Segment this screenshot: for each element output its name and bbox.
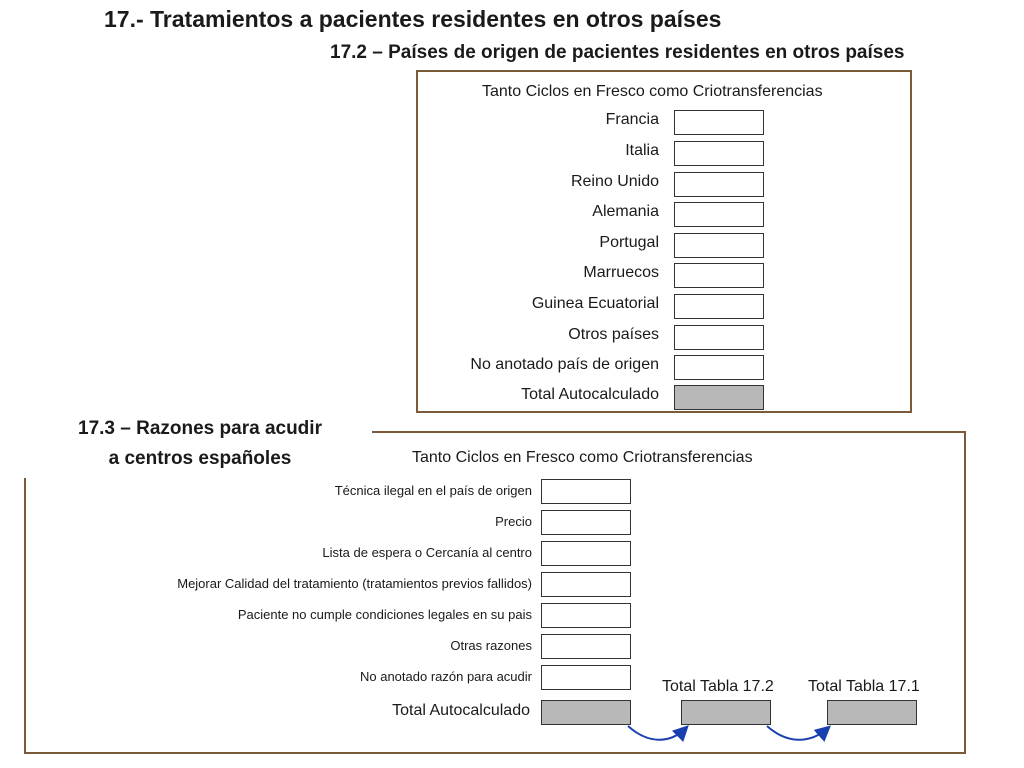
section-17-2-total-label: Total Autocalculado <box>521 386 659 403</box>
section-17-3-row-field[interactable] <box>541 603 631 628</box>
total-tabla-17-2-field <box>681 700 771 725</box>
section-17-3-total-label: Total Autocalculado <box>392 702 530 719</box>
page-title: 17.- Tratamientos a pacientes residentes en otros países <box>104 6 722 32</box>
total-tabla-17-1-field <box>827 700 917 725</box>
section-17-2-row-label: Francia <box>605 111 659 128</box>
section-17-3-title-line2: a centros españoles <box>108 448 292 469</box>
section-17-2-caption: Tanto Ciclos en Fresco como Criotransferencias <box>482 83 823 100</box>
section-17-2-row-label: Alemania <box>592 203 659 220</box>
section-17-3-row-label: Paciente no cumple condiciones legales en su pais <box>237 607 532 622</box>
section-17-3-row-field[interactable] <box>541 572 631 597</box>
section-17-3-row-field[interactable] <box>541 665 631 690</box>
section-17-3-caption: Tanto Ciclos en Fresco como Criotransferencias <box>412 449 753 466</box>
section-17-3-title-line1: 17.3 – Razones para acudir <box>78 418 322 439</box>
section-17-2-row-label: Marruecos <box>583 264 659 281</box>
section-17-3-total-field <box>541 700 631 725</box>
section-17-3-row-label: Técnica ilegal en el país de origen <box>334 483 532 498</box>
section-17-2-row-label: Otros países <box>568 326 659 343</box>
arrow-17-2-to-17-1 <box>767 726 828 740</box>
section-17-2-row-label: Italia <box>625 142 659 159</box>
section-17-3-row-label: Mejorar Calidad del tratamiento (tratamientos previos fallidos) <box>177 576 532 591</box>
section-17-3-row-field[interactable] <box>541 510 631 535</box>
section-17-3-row-label: Lista de espera o Cercanía al centro <box>322 545 532 560</box>
total-tabla-17-2-label: Total Tabla 17.2 <box>662 678 774 695</box>
section-17-3-row-label: No anotado razón para acudir <box>359 669 532 684</box>
total-tabla-17-1-label: Total Tabla 17.1 <box>808 678 920 695</box>
section-17-3-row-label: Precio <box>495 514 532 529</box>
section-17-2-title: 17.2 – Países de origen de pacientes residentes en otros países <box>330 42 905 63</box>
section-17-2-row-label: No anotado país de origen <box>470 356 659 373</box>
section-17-3-row-label: Otras razones <box>450 638 532 653</box>
section-17-3-row-field[interactable] <box>541 479 631 504</box>
arrow-autocalc-to-17-2 <box>628 726 686 740</box>
section-17-3-row-field[interactable] <box>541 634 631 659</box>
section-17-3-row-field[interactable] <box>541 541 631 566</box>
section-17-2-row-label: Guinea Ecuatorial <box>531 295 659 312</box>
section-17-2-row-label: Portugal <box>599 234 659 251</box>
section-17-2-row-label: Reino Unido <box>570 173 659 190</box>
